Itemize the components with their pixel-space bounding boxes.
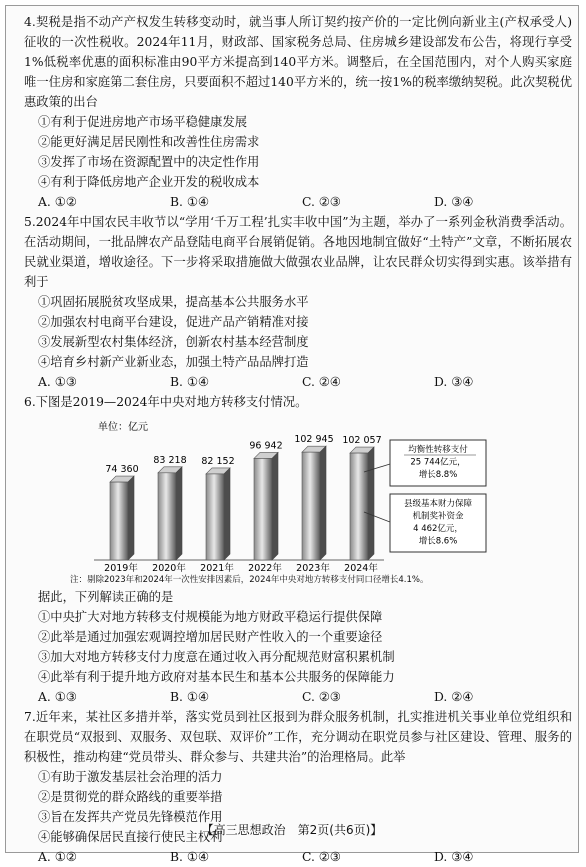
q4-option-1: ①有利于促进房地产市场平稳健康发展 bbox=[38, 115, 248, 129]
q4-answer-a: A. ①② bbox=[38, 195, 77, 209]
bar-2023 bbox=[302, 452, 320, 560]
bar-2019 bbox=[110, 482, 128, 560]
transfer-payment-bar-chart bbox=[24, 412, 572, 574]
bar-value-label-2021: 82 152 bbox=[201, 455, 235, 467]
bar-2021 bbox=[206, 474, 224, 560]
chart-footnote: 注：剔除2023年和2024年一次性安排因素后，2024年中央对地方转移支付同口径增长4.1%。 bbox=[70, 575, 429, 585]
category-label-2024: 2024年 bbox=[344, 563, 378, 574]
q5-option-4: ④培育乡村新产业新业态，加强土特产品品牌打造 bbox=[38, 355, 309, 369]
bar-side-2022 bbox=[272, 452, 278, 560]
q7-option-1: ①有助于激发基层社会治理的活力 bbox=[38, 770, 223, 784]
annotation-2-line-2: 机制奖补资金 bbox=[412, 511, 464, 522]
q5-option-1: ①巩固拓展脱贫攻坚成果，提高基本公共服务水平 bbox=[38, 295, 309, 309]
q7-answer-b: B. ①④ bbox=[170, 850, 209, 864]
q6-answer-b: B. ①④ bbox=[170, 690, 209, 704]
q5-answer-d: D. ③④ bbox=[434, 375, 474, 389]
annotation-1-line-3: 增长8.8% bbox=[418, 470, 458, 480]
q4-option-3: ③发挥了市场在资源配置中的决定性作用 bbox=[38, 155, 260, 169]
q7-stem: 7.近年来，某社区多措并举，落实党员到社区报到为群众服务机制，扎实推进机关事业单位党组织和在职党员“双报到、双服务、双包联、双评价”工作，充分调动在职党员参与社区建设、管理、服务的积极性，推动构建“党员带头、群众参与、共建共治”的治理格局。此举 bbox=[24, 710, 572, 764]
transfer-payment-chart bbox=[24, 412, 572, 574]
q7-answers bbox=[24, 847, 572, 867]
bar-side-2021 bbox=[224, 468, 230, 560]
chart-annotations bbox=[364, 440, 486, 552]
q4-answers bbox=[24, 192, 572, 212]
q5-answer-c: C. ②④ bbox=[302, 375, 341, 389]
q5-option-3: ③发展新型农村集体经济，创新农村基本经营制度 bbox=[38, 335, 309, 349]
q7-answer-d: D. ③④ bbox=[434, 850, 474, 864]
bar-side-2019 bbox=[128, 476, 134, 560]
q6-answer-a: A. ①③ bbox=[38, 690, 77, 704]
q7-option-2: ②是贯彻党的群众路线的重要举措 bbox=[38, 790, 223, 804]
bar-side-2024 bbox=[368, 447, 374, 560]
q4-answer-d: D. ③④ bbox=[434, 195, 474, 209]
q6-option-2: ②此举是通过加强宏观调控增加居民财产性收入的一个重要途径 bbox=[38, 630, 383, 644]
q5-option-2: ②加强农村电商平台建设，促进产品产销精准对接 bbox=[38, 315, 309, 329]
category-label-2023: 2023年 bbox=[296, 563, 330, 574]
page-footer: 【高三思想政治 第2页(共6页)】 bbox=[201, 823, 383, 837]
q7-answer-c: C. ②③ bbox=[302, 850, 341, 864]
page-content bbox=[24, 12, 572, 867]
q6-lead: 据此，下列解读正确的是 bbox=[38, 590, 174, 604]
bar-2024 bbox=[350, 453, 368, 560]
annotation-2-line-3: 4 462亿元， bbox=[413, 524, 463, 534]
q7-answer-a: A. ①② bbox=[38, 850, 77, 864]
category-label-2022: 2022年 bbox=[248, 563, 282, 574]
q6-answer-d: D. ②④ bbox=[434, 690, 474, 704]
q4-answer-b: B. ①④ bbox=[170, 195, 209, 209]
chart-unit-label: 单位：亿元 bbox=[98, 422, 148, 433]
q4-option-2: ②能更好满足居民刚性和改善性住房需求 bbox=[38, 135, 260, 149]
q5-stem: 5.2024年中国农民丰收节以“学用‘千万工程’扎实丰收中国”为主题，举办了一系列金秋消费季活动。在活动期间，一批品牌农产品登陆电商平台展销促销。各地因地制宜做好“土特产”文章，不断拓展农民就业渠道，增收途径。下一步将采取措施做大做强农业品牌，让农民群众切实得到实惠。该举措有利于 bbox=[24, 215, 572, 289]
q6-stem: 6.下图是2019—2024年中央对地方转移支付情况。 bbox=[24, 395, 308, 409]
bar-value-label-2022: 96 942 bbox=[249, 440, 283, 452]
exam-page bbox=[5, 5, 579, 864]
annotation-2-line-4: 增长8.6% bbox=[418, 536, 458, 547]
bar-2022 bbox=[254, 458, 272, 560]
bar-side-2020 bbox=[176, 467, 182, 560]
q4-stem: 4.契税是指不动产产权发生转移变动时，就当事人所订契约按产价的一定比例向新业主(产权承受人)征收的一次性税收。2024年11月，财政部、国家税务总局、住房城乡建设部发布公告，将现行享受1%低税率优惠的面积标准由90平方米提高到140平方米。调整后，在全国范围内，对个人购买家庭唯一住房和家庭第二套住房，只要面积不超过140平方米的，统一按1%的税率缴纳契税。此次契税优惠政策的出台 bbox=[24, 15, 572, 109]
q5-answer-a: A. ①③ bbox=[38, 375, 77, 389]
annotation-1-line-1: 均衡性转移支付 bbox=[408, 445, 468, 455]
chart-bars bbox=[104, 434, 381, 574]
bar-2020 bbox=[158, 473, 176, 560]
annotation-2-line-1: 县级基本财力保障 bbox=[403, 499, 473, 509]
q4-answer-c: C. ②③ bbox=[302, 195, 341, 209]
bar-value-label-2023: 102 945 bbox=[294, 434, 334, 446]
bar-side-2023 bbox=[320, 446, 326, 560]
bar-value-label-2019: 74 360 bbox=[105, 464, 139, 476]
q7-option-4: ④能够确保居民直接行使民主权利 bbox=[38, 830, 223, 844]
q6-option-4: ④此举有利于提升地方政府对基本民生和基本公共服务的保障能力 bbox=[38, 670, 395, 684]
q5-answer-b: B. ①④ bbox=[170, 375, 209, 389]
q7-option-3: ③旨在发挥共产党员先锋模范作用 bbox=[38, 810, 223, 824]
category-label-2021: 2021年 bbox=[200, 563, 234, 574]
annotation-1-line-2: 25 744亿元， bbox=[410, 457, 466, 468]
category-label-2019: 2019年 bbox=[104, 563, 138, 574]
q5-answers bbox=[24, 372, 572, 392]
q6-answers bbox=[24, 687, 572, 707]
bar-value-label-2020: 83 218 bbox=[153, 454, 187, 466]
category-label-2020: 2020年 bbox=[152, 563, 186, 574]
q6-option-1: ①中央扩大对地方转移支付规模能为地方财政平稳运行提供保障 bbox=[38, 610, 383, 624]
bar-value-label-2024: 102 057 bbox=[342, 435, 382, 447]
q6-answer-c: C. ②③ bbox=[302, 690, 341, 704]
q6-option-3: ③加大对地方转移支付力度意在通过收入再分配规范财富积累机制 bbox=[38, 650, 395, 664]
q4-option-4: ④有利于降低房地产企业开发的税收成本 bbox=[38, 175, 260, 189]
